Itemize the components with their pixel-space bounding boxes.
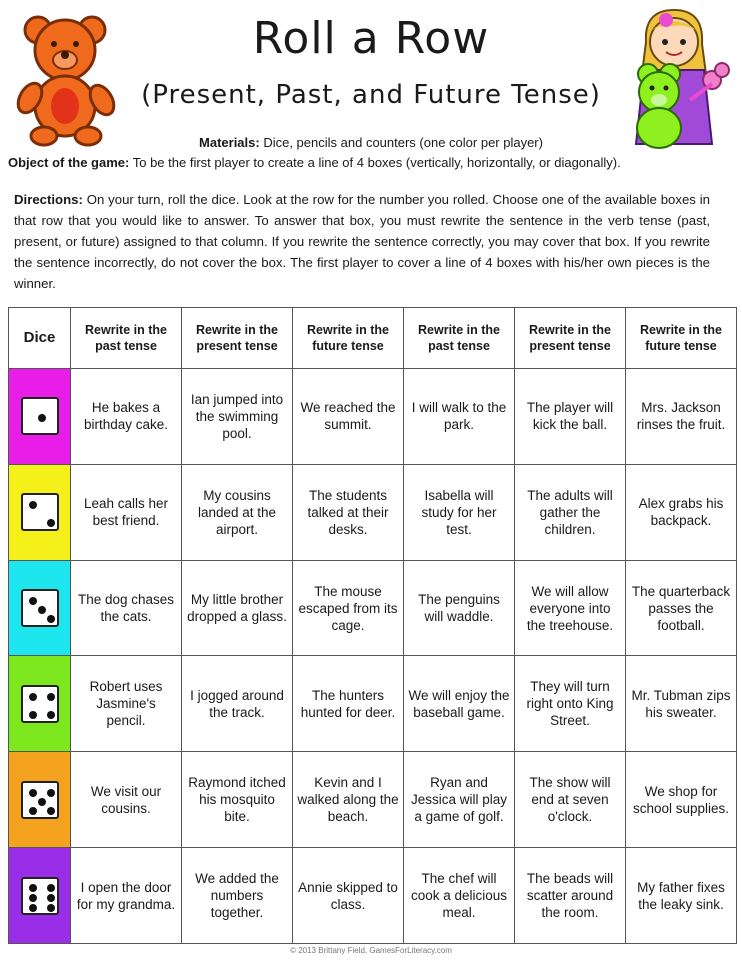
sentence-cell[interactable]: I jogged around the track. — [182, 656, 293, 752]
sentence-cell[interactable]: We visit our cousins. — [71, 752, 182, 848]
sentence-cell[interactable]: Kevin and I walked along the beach. — [293, 752, 404, 848]
die-pip — [29, 693, 37, 701]
page-title: Roll a Row — [252, 13, 490, 64]
sentence-cell[interactable]: Ryan and Jessica will play a game of golf. — [404, 752, 515, 848]
dice-cell-4 — [9, 656, 71, 752]
sentence-cell[interactable]: The dog chases the cats. — [71, 560, 182, 656]
objective-label: Object of the game: — [8, 155, 130, 170]
sentence-cell[interactable]: Leah calls her best friend. — [71, 464, 182, 560]
sentence-cell[interactable]: I will walk to the park. — [404, 369, 515, 465]
materials-label: Materials: — [199, 135, 260, 150]
directions-paragraph — [14, 189, 710, 294]
sentence-cell[interactable]: Ian jumped into the swimming pool. — [182, 369, 293, 465]
table-row — [9, 656, 737, 752]
die-pip — [47, 711, 55, 719]
sentence-cell[interactable]: We will allow everyone into the treehouse. — [515, 560, 626, 656]
materials-text: Dice, pencils and counters (one color per player) — [259, 135, 543, 150]
die-4-icon — [21, 685, 59, 723]
die-1-icon — [21, 397, 59, 435]
sentence-cell[interactable]: The adults will gather the children. — [515, 464, 626, 560]
sentence-cell[interactable]: Raymond itched his mosquito bite. — [182, 752, 293, 848]
die-5-icon — [21, 781, 59, 819]
table-row — [9, 848, 737, 944]
directions-label: Directions: — [14, 192, 83, 207]
die-pip — [47, 519, 55, 527]
die-pip — [29, 807, 37, 815]
sentence-cell[interactable]: Annie skipped to class. — [293, 848, 404, 944]
page-subtitle: (Present, Past, and Future Tense) — [141, 80, 601, 110]
die-pip — [47, 894, 55, 902]
sentence-cell[interactable]: The hunters hunted for deer. — [293, 656, 404, 752]
table-row — [9, 752, 737, 848]
sentence-cell[interactable]: I open the door for my grandma. — [71, 848, 182, 944]
sentence-cell[interactable]: The students talked at their desks. — [293, 464, 404, 560]
sentence-cell[interactable]: My little brother dropped a glass. — [182, 560, 293, 656]
die-pip — [47, 693, 55, 701]
sentence-cell[interactable]: We will enjoy the baseball game. — [404, 656, 515, 752]
sentence-cell[interactable]: The mouse escaped from its cage. — [293, 560, 404, 656]
header-dice: Dice — [9, 308, 71, 369]
header-future-tense: Rewrite in the future tense — [626, 308, 737, 369]
dice-cell-6 — [9, 848, 71, 944]
dice-color-bar — [13, 752, 66, 847]
objective-line — [8, 154, 742, 172]
die-pip — [29, 884, 37, 892]
sentence-cell[interactable]: The penguins will waddle. — [404, 560, 515, 656]
sentence-cell[interactable]: The chef will cook a delicious meal. — [404, 848, 515, 944]
sentence-cell[interactable]: The show will end at seven o'clock. — [515, 752, 626, 848]
dice-cell-5 — [9, 752, 71, 848]
sentence-cell[interactable]: We reached the summit. — [293, 369, 404, 465]
game-board-table — [8, 307, 737, 944]
die-pip — [47, 904, 55, 912]
dice-cell-2 — [9, 464, 71, 560]
sentence-cell[interactable]: The quarterback passes the football. — [626, 560, 737, 656]
die-pip — [47, 884, 55, 892]
materials-line — [0, 134, 742, 152]
sentence-cell[interactable]: Alex grabs his backpack. — [626, 464, 737, 560]
header-future-tense: Rewrite in the future tense — [293, 308, 404, 369]
die-6-icon — [21, 877, 59, 915]
objective-text: To be the first player to create a line of 4 boxes (vertically, horizontally, or diagonally). — [129, 155, 621, 170]
die-2-icon — [21, 493, 59, 531]
directions-text: On your turn, roll the dice. Look at the row for the number you rolled. Choose one of the available boxes in that row that you would like to answer. To answer that box, you must rewrite the sentence in the verb tense (past, present, or future) assigned to that column. If you rewrite the sentence correctly, you may cover that box. If you rewrite the sentence incorrectly, do not cover the box. The first player to cover a line of 4 boxes with his/her own pieces is the winner. — [14, 192, 710, 291]
die-pip — [38, 414, 46, 422]
dice-color-bar — [13, 465, 66, 560]
sentence-cell[interactable]: They will turn right onto King Street. — [515, 656, 626, 752]
die-pip — [29, 894, 37, 902]
table-row — [9, 560, 737, 656]
sentence-cell[interactable]: Isabella will study for her test. — [404, 464, 515, 560]
dice-cell-3 — [9, 560, 71, 656]
die-pip — [38, 606, 46, 614]
die-pip — [29, 904, 37, 912]
header-present-tense: Rewrite in the present tense — [182, 308, 293, 369]
dice-color-bar — [13, 369, 66, 464]
die-pip — [47, 615, 55, 623]
sentence-cell[interactable]: We added the numbers together. — [182, 848, 293, 944]
sentence-cell[interactable]: My father fixes the leaky sink. — [626, 848, 737, 944]
header-row — [9, 308, 737, 369]
sentence-cell[interactable]: We shop for school supplies. — [626, 752, 737, 848]
die-pip — [47, 789, 55, 797]
sentence-cell[interactable]: Robert uses Jasmine's pencil. — [71, 656, 182, 752]
die-3-icon — [21, 589, 59, 627]
table-row — [9, 369, 737, 465]
header-present-tense: Rewrite in the present tense — [515, 308, 626, 369]
sentence-cell[interactable]: My cousins landed at the airport. — [182, 464, 293, 560]
die-pip — [29, 597, 37, 605]
die-pip — [29, 789, 37, 797]
sentence-cell[interactable]: The beads will scatter around the room. — [515, 848, 626, 944]
header-past-tense: Rewrite in the past tense — [71, 308, 182, 369]
sentence-cell[interactable]: Mr. Tubman zips his sweater. — [626, 656, 737, 752]
copyright-footer: © 2013 Brittany Field, GamesForLiteracy.com — [290, 946, 452, 955]
header-past-tense: Rewrite in the past tense — [404, 308, 515, 369]
die-pip — [47, 807, 55, 815]
die-pip — [29, 501, 37, 509]
sentence-cell[interactable]: The player will kick the ball. — [515, 369, 626, 465]
dice-color-bar — [13, 561, 66, 656]
table-row — [9, 464, 737, 560]
die-pip — [29, 711, 37, 719]
sentence-cell[interactable]: Mrs. Jackson rinses the fruit. — [626, 369, 737, 465]
die-pip — [38, 798, 46, 806]
dice-color-bar — [13, 656, 66, 751]
dice-cell-1 — [9, 369, 71, 465]
sentence-cell[interactable]: He bakes a birthday cake. — [71, 369, 182, 465]
dice-color-bar — [13, 848, 66, 943]
